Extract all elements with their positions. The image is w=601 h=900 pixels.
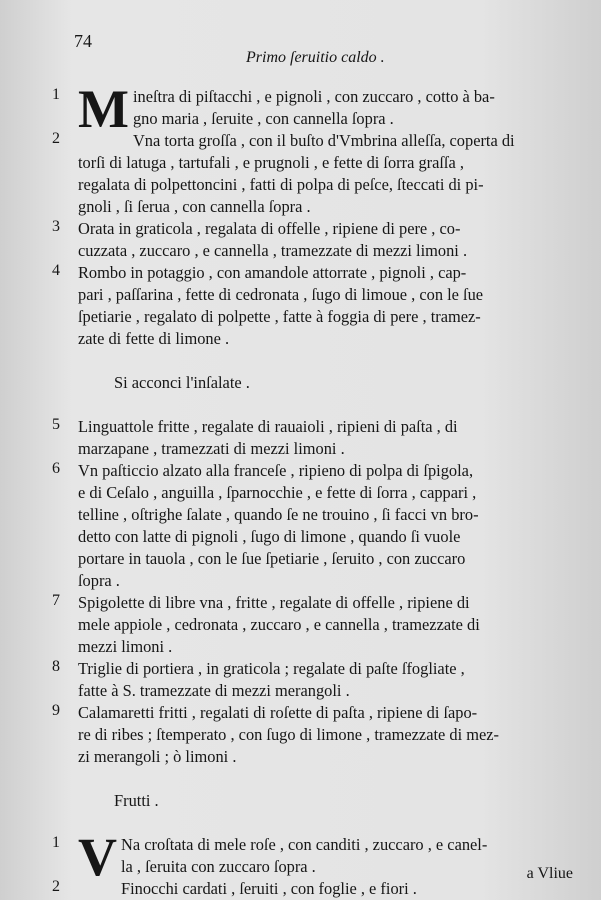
section-frutti (52, 827, 592, 900)
text-line: Triglie di portiera , in graticola ; regalate di paſte ſfogliate , (78, 659, 465, 678)
text-line: Vna torta groſſa , con il buſto d'Vmbrina alleſſa, coperta di (132, 131, 515, 150)
text-line: mezzi limoni . (78, 637, 173, 656)
text-line: zate di fette di limone . (78, 329, 230, 348)
page-number: 74 (74, 31, 92, 51)
text-line: Spigolette di libre vna , fritte , regalate di offelle , ripiene di (78, 593, 470, 612)
text-line: Finocchi cardati , ſeruiti , con foglie , e fiori . (121, 879, 417, 898)
recipe-entry (52, 130, 592, 218)
section-primo-seruitio (52, 79, 592, 350)
text-line: marzapane , tramezzati di mezzi limoni . (78, 439, 345, 458)
text-line: cuzzata , zuccaro , e cannella , tramezzate di mezzi limoni . (78, 241, 468, 260)
text-line: portare in tauola , con le ſue ſpetiarie , ſeruito , con zuccaro (78, 549, 466, 568)
text-line: ineſtra di piſtacchi , e pignoli , con zuccaro , cotto à ba- (132, 87, 495, 106)
text-line: Na croſtata di mele roſe , con canditi , zuccaro , e canel- (121, 835, 488, 854)
recipe-entry (52, 658, 592, 702)
text-line: ſopra . (78, 571, 120, 590)
catchword: a Vliue (526, 865, 573, 882)
text-line: Linguattole fritte , regalate di rauaioli , ripieni di paſta , di (78, 417, 458, 436)
recipe-entry (52, 416, 592, 460)
text-line: Rombo in potaggio , con amandole attorrate , pignoli , cap- (78, 263, 467, 282)
text-line: telline , oſtrighe ſalate , quando ſe ne trouino , ſi facci vn bro- (78, 505, 479, 524)
text-line: Calamaretti fritti , regalati di roſette di paſta , ripiene di ſapo- (78, 703, 478, 722)
text-line: mele appiole , cedronata , zuccaro , e cannella , tramezzate di (78, 615, 480, 634)
running-title: Primo ſeruitio caldo . (246, 49, 385, 66)
entry-number: 2 (52, 878, 60, 895)
text-line: gno maria , ſeruite , con cannella ſopra . (132, 109, 394, 128)
text-line: la , ſeruita con zuccaro ſopra . (121, 857, 316, 876)
text-line: zi merangoli ; ò limoni . (78, 747, 237, 766)
entry-number: 8 (52, 658, 60, 675)
text-line: torſi di latuga , tartufali , e prugnoli , e fette di ſorra graſſa , (78, 153, 464, 172)
section-heading-frutti: Frutti . (114, 791, 159, 810)
text-line: regalata di polpettoncini , fatti di polpa di peſce, ſteccati di pi- (78, 175, 484, 194)
recipe-entry (52, 262, 592, 350)
text-line: fatte à S. tramezzate di mezzi merangoli . (78, 681, 350, 700)
text-line: Orata in graticola , regalata di offelle , ripiene di pere , co- (78, 219, 461, 238)
entry-number: 3 (52, 218, 60, 235)
text-line: pari , paſſarina , fette di cedronata , ſugo di limoue , con le ſue (78, 285, 484, 304)
entry-number: 6 (52, 460, 60, 477)
recipe-entry (52, 702, 592, 768)
recipe-entry (52, 827, 592, 887)
text-line: re di ribes ; ſtemperato , con ſugo di limone , tramezzate di mez- (78, 725, 499, 744)
entry-number: 2 (52, 130, 60, 147)
section-pesci (52, 416, 592, 768)
entry-number: 4 (52, 262, 60, 279)
drop-cap: V (78, 827, 117, 887)
text-line: e di Ceſalo , anguilla , ſparnocchie , e fette di ſorra , cappari , (78, 483, 477, 502)
entry-number: 1 (52, 86, 60, 103)
entry-number: 7 (52, 592, 60, 609)
entry-number: 1 (52, 834, 60, 851)
page-body (52, 79, 592, 900)
text-line: Vn paſticcio alzato alla franceſe , ripieno di polpa di ſpigola, (78, 461, 474, 480)
recipe-entry (52, 878, 592, 900)
drop-cap: M (78, 79, 129, 139)
entry-number: 9 (52, 702, 60, 719)
text-line: gnoli , ſi ſerua , con cannella ſopra . (78, 197, 311, 216)
recipe-entry (52, 79, 592, 139)
section-heading-insalate: Si acconci l'inſalate . (114, 373, 250, 392)
recipe-entry (52, 460, 592, 592)
recipe-entry (52, 218, 592, 262)
text-line: detto con latte di pignoli , ſugo di limone , quando ſi vuole (78, 527, 461, 546)
recipe-entry (52, 592, 592, 658)
entry-number: 5 (52, 416, 60, 433)
text-line: ſpetiarie , regalato di polpette , fatte à foggia di pere , tramez- (78, 307, 481, 326)
